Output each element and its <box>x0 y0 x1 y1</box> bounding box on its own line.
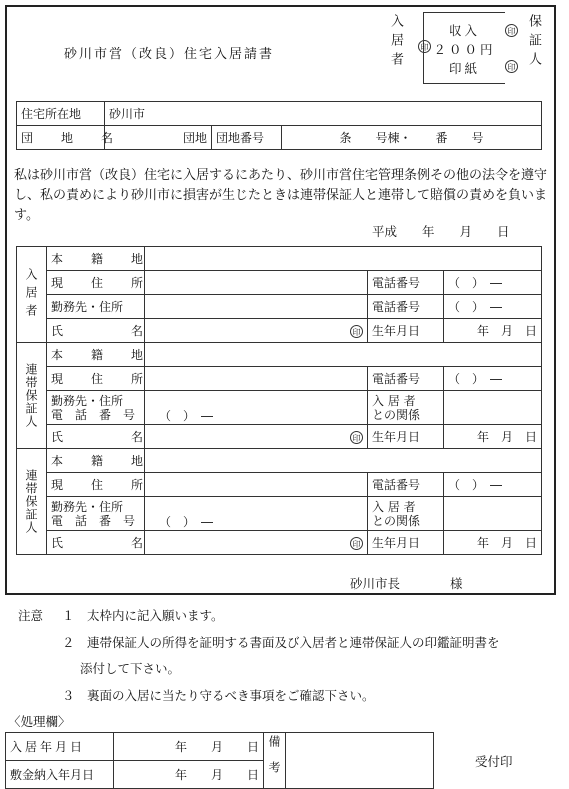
address-value[interactable]: 砂川市 <box>105 102 542 126</box>
applicant-birth-label: 生年月日 <box>368 319 444 343</box>
guarantor1-work-label-line1: 勤務先・住所 <box>51 393 124 408</box>
deposit-date-field[interactable]: 年 月 日 <box>114 761 264 789</box>
guarantor2-tel-label: 電話番号 <box>368 473 444 497</box>
applicant-birth-field[interactable]: 年 月 日 <box>444 319 542 343</box>
guarantor2-address-label: 現 住 所 <box>47 473 145 497</box>
applicant-seal-label: 入居者 <box>388 14 403 71</box>
complex-name-label: 団 地 名 <box>17 126 105 150</box>
document-title: 砂川市営（改良）住宅入居請書 <box>64 47 275 62</box>
guarantor2-address-field[interactable] <box>145 473 368 497</box>
guarantor1-work-field[interactable]: （ ） ― <box>145 391 368 425</box>
applicant-work-tel-label: 電話番号 <box>368 295 444 319</box>
building-number-field[interactable]: 条 号棟・ 番 号 <box>282 126 542 150</box>
guarantor2-work-label <box>47 497 145 531</box>
processing-heading: 〈処理欄〉 <box>8 714 71 729</box>
person-table <box>16 246 542 555</box>
notes-heading: 注意 <box>18 608 44 623</box>
applicant-tel-field[interactable]: （ ） ― <box>444 271 542 295</box>
guarantor1-relation-label: 入 居 者 との関係 <box>368 391 444 425</box>
guarantor2-honseki-label: 本 籍 地 <box>47 449 145 473</box>
stamp-line-2: ２００円 <box>433 42 496 57</box>
applicant-name-label: 氏 名 <box>47 319 145 343</box>
remarks-label: 備考 <box>264 733 286 789</box>
guarantor1-name-field[interactable] <box>145 425 368 449</box>
guarantor2-name-label: 氏 名 <box>47 531 145 555</box>
guarantor2-birth-field[interactable]: 年 月 日 <box>444 531 542 555</box>
guarantor2-work-label-line2: 電 話 番 号 <box>51 513 136 528</box>
applicant-work-field[interactable] <box>145 295 368 319</box>
applicant-tel-label: 電話番号 <box>368 271 444 295</box>
applicant-honseki-label: 本 籍 地 <box>47 247 145 271</box>
guarantor1-work-label <box>47 391 145 425</box>
guarantor2-honseki-field[interactable] <box>145 449 542 473</box>
address-table <box>16 101 542 150</box>
note-2: ２ 連帯保証人の所得を証明する書面及び入居者と連帯保証人の印鑑証明書を <box>62 635 500 650</box>
guarantor1-address-label: 現 住 所 <box>47 367 145 391</box>
guarantor2-birth-label: 生年月日 <box>368 531 444 555</box>
move-in-date-field[interactable]: 年 月 日 <box>114 733 264 761</box>
applicant-name-field[interactable] <box>145 319 368 343</box>
guarantor1-birth-label: 生年月日 <box>368 425 444 449</box>
guarantor1-tel-label: 電話番号 <box>368 367 444 391</box>
guarantor1-address-field[interactable] <box>145 367 368 391</box>
stamp-line-3: 印紙 <box>448 61 480 76</box>
complex-name-field[interactable]: 団地 <box>105 126 212 150</box>
guarantor2-name-field[interactable] <box>145 531 368 555</box>
guarantor1-work-label-line2: 電 話 番 号 <box>51 407 136 422</box>
guarantor1-name-label: 氏 名 <box>47 425 145 449</box>
address-label: 住宅所在地 <box>17 102 105 126</box>
seal-icon: 印 <box>505 60 518 73</box>
guarantor1-relation-field[interactable] <box>444 391 542 425</box>
note-3: ３ 裏面の入居に当たり守るべき事項をご確認下さい。 <box>62 688 375 703</box>
seal-icon: 印 <box>350 537 363 550</box>
move-in-date-label: 入居年月日 <box>6 733 114 761</box>
received-stamp-label: 受付印 <box>475 754 513 769</box>
guarantor2-section-label: 連帯保証人 <box>17 449 47 555</box>
seal-icon: 印 <box>350 431 363 444</box>
remarks-field[interactable] <box>286 733 434 789</box>
addressee: 砂川市長 様 <box>350 576 463 591</box>
guarantor2-tel-field[interactable]: （ ） ― <box>444 473 542 497</box>
applicant-address-label: 現 住 所 <box>47 271 145 295</box>
guarantor2-relation-field[interactable] <box>444 497 542 531</box>
guarantor1-honseki-field[interactable] <box>145 343 542 367</box>
complex-number-label: 団地番号 <box>212 126 282 150</box>
applicant-work-label: 勤務先・住所 <box>47 295 145 319</box>
seal-icon: 印 <box>418 40 431 53</box>
guarantor1-tel-field[interactable]: （ ） ― <box>444 367 542 391</box>
guarantor1-birth-field[interactable]: 年 月 日 <box>444 425 542 449</box>
applicant-honseki-field[interactable] <box>145 247 542 271</box>
seal-icon: 印 <box>350 325 363 338</box>
applicant-address-field[interactable] <box>145 271 368 295</box>
note-1: １ 太枠内に記入願います。 <box>62 608 224 623</box>
guarantor1-section-label: 連帯保証人 <box>17 343 47 449</box>
guarantor2-work-field[interactable]: （ ） ― <box>145 497 368 531</box>
guarantor-seal-label: 保証人 <box>526 14 541 71</box>
pledge-text: 私は砂川市営（改良）住宅に入居するにあたり、砂川市営住宅管理条例その他の法令を遵守し、私の責めにより砂川市に損害が生じたときは連帯保証人と連帯して賠償の責めを負います。 <box>14 168 548 223</box>
deposit-date-label: 敷金納入年月日 <box>6 761 114 789</box>
stamp-line-1: 収入 <box>448 23 480 38</box>
guarantor2-work-label-line1: 勤務先・住所 <box>51 499 124 514</box>
applicant-work-tel-field[interactable]: （ ） ― <box>444 295 542 319</box>
processing-table <box>5 732 434 789</box>
guarantor2-relation-label: 入 居 者 との関係 <box>368 497 444 531</box>
applicant-section-label: 入居者 <box>17 247 47 343</box>
guarantor1-honseki-label: 本 籍 地 <box>47 343 145 367</box>
seal-icon: 印 <box>505 24 518 37</box>
pledge-date[interactable]: 平成 年 月 日 <box>372 224 510 239</box>
note-2-cont: 添付して下さい。 <box>80 661 181 676</box>
